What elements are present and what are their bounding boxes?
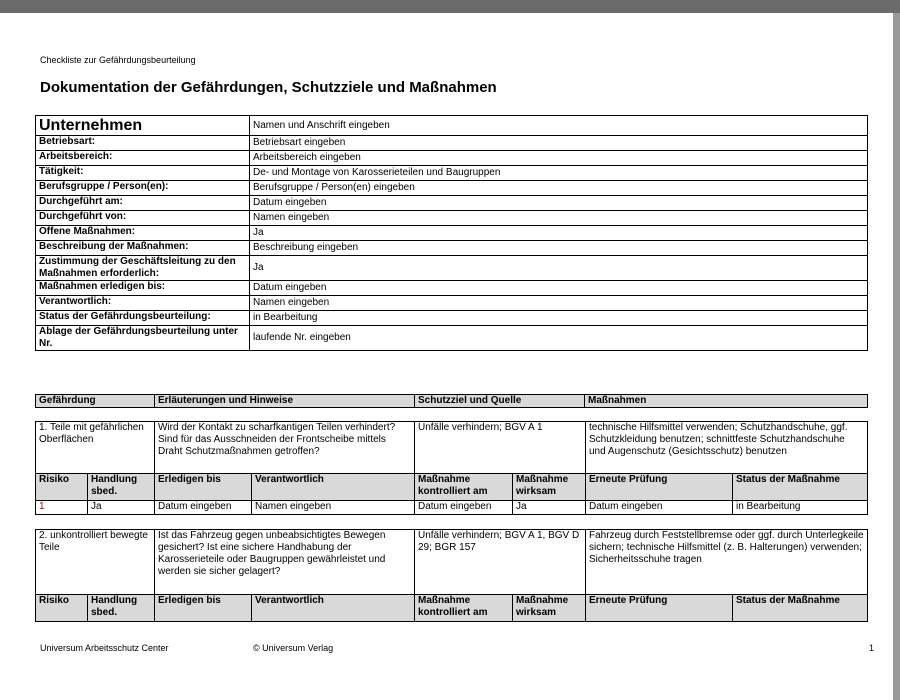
column-header-erlaeuterungen: Erläuterungen und Hinweise <box>155 395 415 408</box>
hazard-block-2 <box>35 529 868 622</box>
erledigen-value[interactable]: Datum eingeben <box>155 501 252 515</box>
info-label: Maßnahmen erledigen bis: <box>36 281 250 296</box>
info-row <box>36 136 868 151</box>
hazard-measures: Fahrzeug durch Feststellbremse oder ggf. durch Unterlegkeile sichern; technische Hilfsmittel (z. B. Halterungen) verwenden; Sicherheitsschuhe tragen <box>586 530 868 595</box>
info-label: Arbeitsbereich: <box>36 151 250 166</box>
info-label: Beschreibung der Maßnahmen: <box>36 241 250 256</box>
info-value[interactable]: Datum eingeben <box>250 196 868 211</box>
hazard-row <box>36 422 868 474</box>
info-row <box>36 281 868 296</box>
hazard-notes: Wird der Kontakt zu scharfkantigen Teilen verhindert? Sind für das Ausschneiden der Frontscheibe mittels Draht Schutzmaßnahmen getroffen? <box>155 422 415 474</box>
risk-value[interactable]: 1 <box>36 501 88 514</box>
subheader-risiko: Risiko <box>36 595 88 621</box>
measure-values-row <box>36 501 868 515</box>
column-header-gefaehrdung: Gefährdung <box>36 395 155 408</box>
subheader-kontrolliert: Maßnahme kontrolliert am <box>415 474 513 501</box>
status-value[interactable]: in Bearbeitung <box>733 501 868 515</box>
info-label: Durchgeführt von: <box>36 211 250 226</box>
info-value[interactable]: Beschreibung eingeben <box>250 241 868 256</box>
subheader-pruefung: Erneute Prüfung <box>586 474 733 501</box>
info-row <box>36 166 868 181</box>
info-row <box>36 211 868 226</box>
subheader-risiko: Risiko <box>36 474 88 500</box>
info-label: Offene Maßnahmen: <box>36 226 250 241</box>
hazard-row <box>36 530 868 595</box>
subheader-wirksam: Maßnahme wirksam <box>513 595 586 622</box>
info-label: Ablage der Gefährdungsbeurteilung unter Nr. <box>36 326 250 351</box>
info-label: Status der Gefährdungsbeurteilung: <box>36 311 250 326</box>
info-value[interactable]: Namen und Anschrift eingeben <box>250 116 868 136</box>
hazard-title: 1. Teile mit gefährlichen Oberflächen <box>36 422 155 474</box>
page-number: 1 <box>869 643 875 653</box>
subheader-status: Status der Maßnahme <box>733 474 868 501</box>
info-value[interactable]: Datum eingeben <box>250 281 868 296</box>
info-value[interactable]: Arbeitsbereich eingeben <box>250 151 868 166</box>
subheader-verantwortlich: Verantwortlich <box>252 474 415 501</box>
info-label: Tätigkeit: <box>36 166 250 181</box>
subheader-handlung: Handlung sbed. <box>88 474 155 500</box>
info-row <box>36 311 868 326</box>
subheader-status: Status der Maßnahme <box>733 595 868 622</box>
info-label: Unternehmen <box>36 116 250 136</box>
info-value[interactable]: laufende Nr. eingeben <box>250 326 868 351</box>
pruefung-value[interactable]: Datum eingeben <box>586 501 733 515</box>
hazard-title: 2. unkontrolliert bewegte Teile <box>36 530 155 595</box>
subheader-verantwortlich: Verantwortlich <box>252 595 415 622</box>
info-label: Verantwortlich: <box>36 296 250 311</box>
subheader-wirksam: Maßnahme wirksam <box>513 474 586 501</box>
document-subtitle: Checkliste zur Gefährdungsbeurteilung <box>40 55 196 65</box>
info-label: Betriebsart: <box>36 136 250 151</box>
hazard-column-header <box>35 394 868 408</box>
info-row <box>36 226 868 241</box>
subheader-kontrolliert: Maßnahme kontrolliert am <box>415 595 513 622</box>
hazard-block-1 <box>35 421 868 515</box>
info-row-unternehmen <box>36 116 868 136</box>
handlung-value[interactable]: Ja <box>91 501 102 512</box>
info-row <box>36 151 868 166</box>
info-label: Durchgeführt am: <box>36 196 250 211</box>
info-value[interactable]: Ja <box>250 226 868 241</box>
measure-subheader <box>36 595 868 622</box>
info-row <box>36 196 868 211</box>
info-row <box>36 326 868 351</box>
info-row <box>36 181 868 196</box>
info-value[interactable]: De- und Montage von Karosserieteilen und Baugruppen <box>250 166 868 181</box>
hazard-notes: Ist das Fahrzeug gegen unbeabsichtigtes Bewegen gesichert? Ist eine sichere Handhabung der Karosserieteile oder Baugruppen gewährleistet und werden sie sicher gelagert? <box>155 530 415 595</box>
info-label: Zustimmung der Geschäftsleitung zu den Maßnahmen erforderlich: <box>36 256 250 281</box>
kontrolliert-value[interactable]: Datum eingeben <box>415 501 513 515</box>
wirksam-value[interactable]: Ja <box>513 501 586 515</box>
info-value[interactable]: Namen eingeben <box>250 211 868 226</box>
footer-center: © Universum Verlag <box>253 643 334 653</box>
column-header-schutzziel: Schutzziel und Quelle <box>415 395 585 408</box>
footer-left: Universum Arbeitsschutz Center <box>40 643 169 653</box>
viewer-toolbar <box>0 0 900 13</box>
subheader-handlung: Handlung sbed. <box>88 595 155 621</box>
info-row <box>36 241 868 256</box>
subheader-erledigen: Erledigen bis <box>155 474 252 501</box>
hazard-protection-goal: Unfälle verhindern; BGV A 1, BGV D 29; BGR 157 <box>415 530 586 595</box>
verantwortlich-value[interactable]: Namen eingeben <box>252 501 415 515</box>
page-title: Dokumentation der Gefährdungen, Schutzziele und Maßnahmen <box>40 79 497 96</box>
page-shadow <box>893 13 900 700</box>
info-label: Berufsgruppe / Person(en): <box>36 181 250 196</box>
measure-subheader <box>36 474 868 501</box>
info-row <box>36 296 868 311</box>
info-value[interactable]: Namen eingeben <box>250 296 868 311</box>
info-value[interactable]: in Bearbeitung <box>250 311 868 326</box>
info-row <box>36 256 868 281</box>
hazard-measures: technische Hilfsmittel verwenden; Schutzhandschuhe, ggf. Schutzkleidung benutzen; schnittfeste Schutzhandschuhe und Augenschutz (Gesichtsschutz) benutzen <box>586 422 868 474</box>
column-header-massnahmen: Maßnahmen <box>585 395 868 408</box>
hazard-protection-goal: Unfälle verhindern; BGV A 1 <box>415 422 586 474</box>
company-info-table <box>35 115 868 351</box>
subheader-erledigen: Erledigen bis <box>155 595 252 622</box>
info-value[interactable]: Betriebsart eingeben <box>250 136 868 151</box>
info-value[interactable]: Berufsgruppe / Person(en) eingeben <box>250 181 868 196</box>
subheader-pruefung: Erneute Prüfung <box>586 595 733 622</box>
info-value[interactable]: Ja <box>250 256 868 281</box>
